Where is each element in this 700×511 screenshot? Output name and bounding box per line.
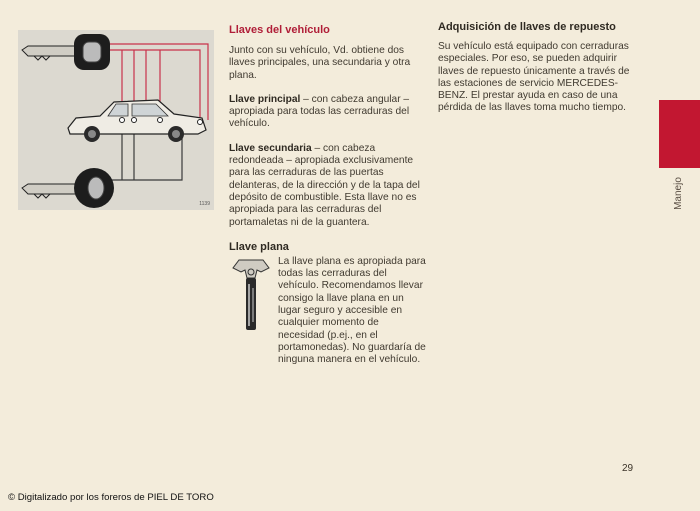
repuesto-title: Adquisición de llaves de repuesto xyxy=(438,21,616,33)
section-tab xyxy=(659,100,700,168)
repuesto-text: Su vehículo está equipado con cerraduras especiales. Por eso, se pueden adquirir llaves de repuesto únicamente a través de las estaciones de servicio MERCEDES-BENZ. El prestar ayuda en caso de una pérdida de las llaves toma mucho tiempo. xyxy=(438,41,630,114)
tab-label-text: Manejo xyxy=(672,177,684,210)
principal-text: – con cabeza angular – apropiada para todas las cerraduras del vehículo. xyxy=(229,93,410,130)
main-column xyxy=(229,24,429,367)
section-title: Llaves del vehículo xyxy=(229,24,330,36)
plana-title: Llave plana xyxy=(229,240,289,253)
main-key-icon xyxy=(22,34,110,70)
car-icon xyxy=(68,100,206,142)
page-number: 29 xyxy=(622,463,634,474)
principal-paragraph xyxy=(229,94,429,131)
footer-credit: © Digitalizado por los foreros de PIEL DE TORO xyxy=(8,492,214,503)
keys-illustration xyxy=(18,30,214,210)
plana-block xyxy=(229,256,429,367)
secundaria-text: – con cabeza redondeada – apropiada exclusivamente para las cerraduras de las puertas delanteras, de la dirección y de la tapa del depósito de combustible. Esta llave no es apropiada para las cerraduras del portamaletas ni de la guantera. xyxy=(229,142,420,228)
plana-text: La llave plana es apropiada para todas las cerraduras del vehículo. Recomendamos llevar consigo la llave plana en un lugar seguro y accesible en cualquier momento de necesidad (p.ej., en el portamonedas). No guardaría de ninguna manera en el vehículo. xyxy=(278,255,426,366)
flat-key-icon xyxy=(231,258,271,338)
tab-label xyxy=(672,176,690,216)
principal-term: Llave principal xyxy=(229,93,301,105)
keys-car-diagram xyxy=(18,30,214,210)
secundaria-term: Llave secundaria xyxy=(229,142,312,154)
secondary-key-icon xyxy=(22,168,114,208)
secundaria-paragraph xyxy=(229,143,429,229)
right-column xyxy=(438,21,638,127)
figure-number: 1139 xyxy=(199,201,210,207)
intro-paragraph: Junto con su vehículo, Vd. obtiene dos llaves principales, una secundaria y otra plana. xyxy=(229,45,411,81)
